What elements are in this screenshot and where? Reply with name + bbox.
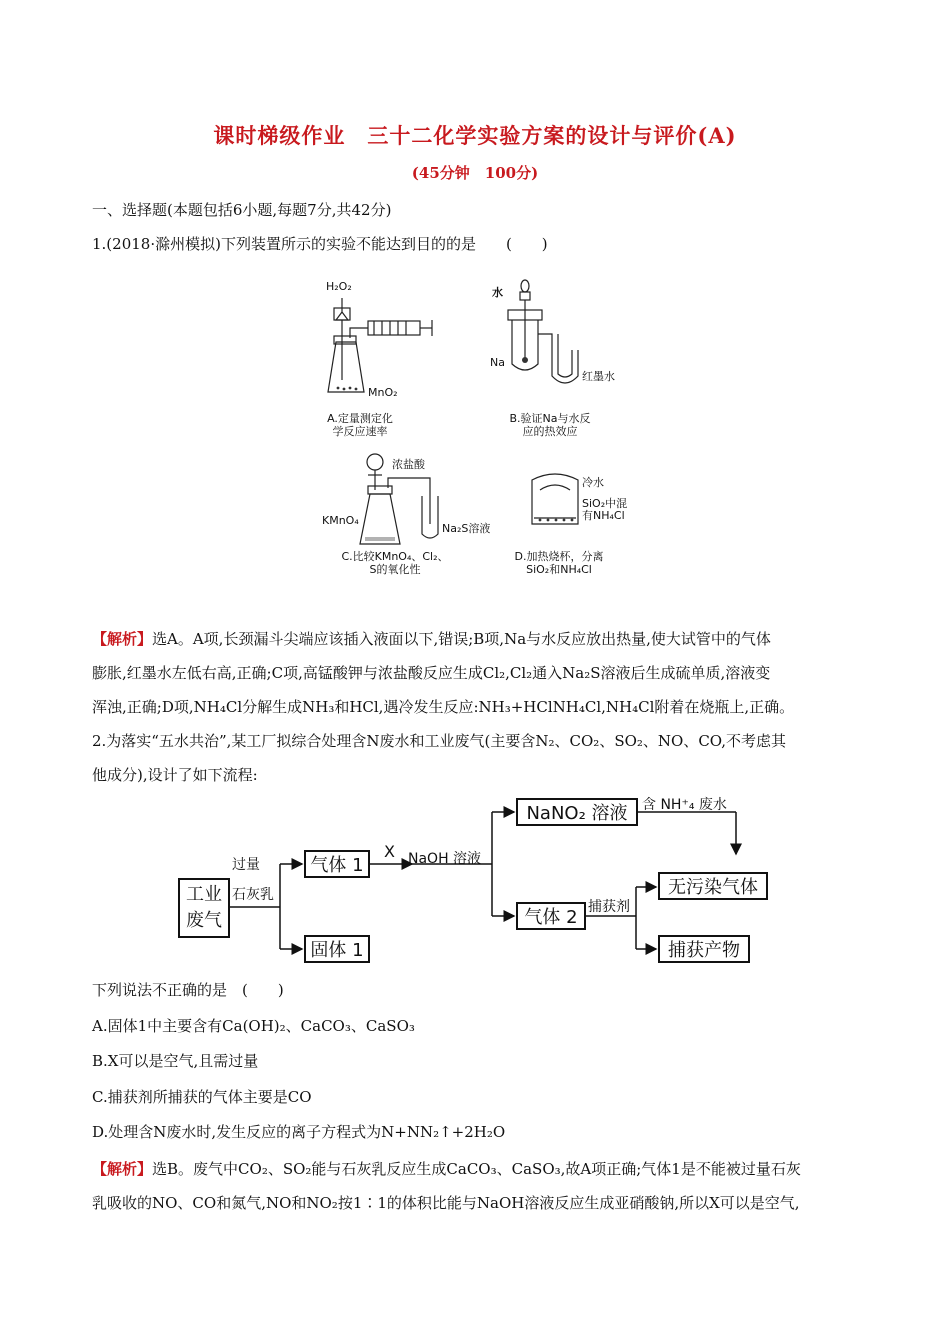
stem-line: 他成分),设计了如下流程: bbox=[92, 766, 258, 784]
analysis-tag: 【解析】 bbox=[92, 630, 153, 648]
label-mno2: MnO₂ bbox=[368, 386, 398, 399]
label-h2o2: H₂O₂ bbox=[326, 280, 352, 293]
analysis-line: 乳吸收的NO、CO和氮气,NO和NO₂按1∶1的体积比能与NaOH溶液反应生成亚硝酸钠,所以X可以是空气, bbox=[92, 1194, 800, 1212]
nano2-solution-box: NaNO₂ 溶液 bbox=[516, 798, 638, 826]
question-1-analysis bbox=[92, 622, 857, 724]
question-1-stem: 1.(2018·滁州模拟)下列装置所示的实验不能达到目的的是 ( ) bbox=[92, 235, 548, 253]
analysis-line: 选A。A项,长颈漏斗尖端应该插入液面以下,错误;B项,Na与水反应放出热量,使大试管中的气体 bbox=[152, 630, 771, 648]
caption-c-line2: S的氧化性 bbox=[369, 563, 421, 576]
caption-b-line2: 应的热效应 bbox=[522, 425, 578, 438]
label-excess: 过量 bbox=[232, 857, 260, 873]
label-na2s: Na₂S溶液 bbox=[442, 522, 491, 535]
label-nh4-wastewater: 含 NH⁺₄ 废水 bbox=[642, 797, 727, 813]
source-line2: 废气 bbox=[186, 910, 222, 931]
label-mixture bbox=[582, 498, 627, 522]
label-capture-agent: 捕获剂 bbox=[588, 899, 630, 915]
gas-1-box: 气体 1 bbox=[304, 850, 370, 878]
caption-b bbox=[500, 412, 600, 438]
label-na: Na bbox=[490, 356, 505, 369]
option-b: B.X可以是空气,且需过量 bbox=[92, 1052, 259, 1070]
caption-d bbox=[504, 550, 614, 576]
label-red-ink: 红墨水 bbox=[582, 370, 615, 383]
analysis-line: 膨胀,红墨水左低右高,正确;C项,高锰酸钾与浓盐酸反应生成Cl₂,Cl₂通入Na₂S溶液后生成硫单质,溶液变 bbox=[92, 664, 771, 682]
question-2-analysis bbox=[92, 1152, 857, 1220]
caption-a bbox=[320, 412, 400, 438]
label-cold-water: 冷水 bbox=[582, 476, 604, 489]
option-a: A.固体1中主要含有Ca(OH)₂、CaCO₃、CaSO₃ bbox=[92, 1017, 415, 1035]
label-x: X bbox=[384, 842, 395, 861]
question-2-stem bbox=[92, 724, 857, 792]
caption-d-line1: D.加热烧杯，分离 bbox=[514, 550, 604, 563]
option-d: D.处理含N废水时,发生反应的离子方程式为N+NN₂↑+2H₂O bbox=[92, 1123, 506, 1141]
section-heading: 一、选择题(本题包括6小题,每题7分,共42分) bbox=[92, 201, 392, 219]
process-flowchart bbox=[176, 792, 786, 972]
caption-a-line2: 学反应速率 bbox=[332, 425, 388, 438]
page-title: 课时梯级作业 三十二化学实验方案的设计与评价(A) bbox=[213, 123, 737, 148]
label-mixture-line1: SiO₂中混 bbox=[582, 497, 628, 510]
analysis-tag: 【解析】 bbox=[92, 1160, 153, 1178]
analysis-line: 选B。废气中CO₂、SO₂能与石灰乳反应生成CaCO₃、CaSO₃,故A项正确;气体1是不能被过量石灰 bbox=[152, 1160, 801, 1178]
apparatus-figure bbox=[320, 272, 660, 582]
caption-b-line1: B.验证Na与水反 bbox=[509, 412, 591, 425]
caption-a-line1: A.定量测定化 bbox=[327, 412, 393, 425]
label-kmno4: KMnO₄ bbox=[322, 514, 359, 527]
analysis-line: 浑浊,正确;D项,NH₄Cl分解生成NH₃和HCl,遇冷发生反应:NH₃+HClNH₄Cl,NH₄Cl附着在烧瓶上,正确。 bbox=[92, 698, 795, 716]
label-naoh: NaOH 溶液 bbox=[408, 851, 482, 867]
clean-gas-box: 无污染气体 bbox=[658, 872, 768, 900]
caption-c bbox=[340, 550, 450, 576]
caption-c-line1: C.比较KMnO₄、Cl₂、 bbox=[341, 550, 449, 563]
caption-d-line2: SiO₂和NH₄Cl bbox=[526, 563, 592, 576]
label-lime-milk: 石灰乳 bbox=[232, 887, 274, 903]
option-c: C.捕获剂所捕获的气体主要是CO bbox=[92, 1088, 312, 1106]
gas-2-box: 气体 2 bbox=[516, 902, 586, 930]
capture-product-box: 捕获产物 bbox=[658, 935, 750, 963]
label-water: 水 bbox=[492, 286, 503, 299]
label-conc-hcl: 浓盐酸 bbox=[392, 458, 425, 471]
question-2-prompt: 下列说法不正确的是 ( ) bbox=[92, 981, 284, 999]
source-line1: 工业 bbox=[186, 884, 222, 905]
page-subtitle: (45分钟 100分) bbox=[411, 164, 539, 182]
label-mixture-line2: 有NH₄Cl bbox=[582, 509, 625, 522]
solid-1-box: 固体 1 bbox=[304, 935, 370, 963]
stem-line: 2.为落实“五水共治”,某工厂拟综合处理含N废水和工业废气(主要含N₂、CO₂、SO₂、NO、CO,不考虑其 bbox=[92, 732, 786, 750]
industrial-waste-gas-box bbox=[178, 878, 230, 938]
